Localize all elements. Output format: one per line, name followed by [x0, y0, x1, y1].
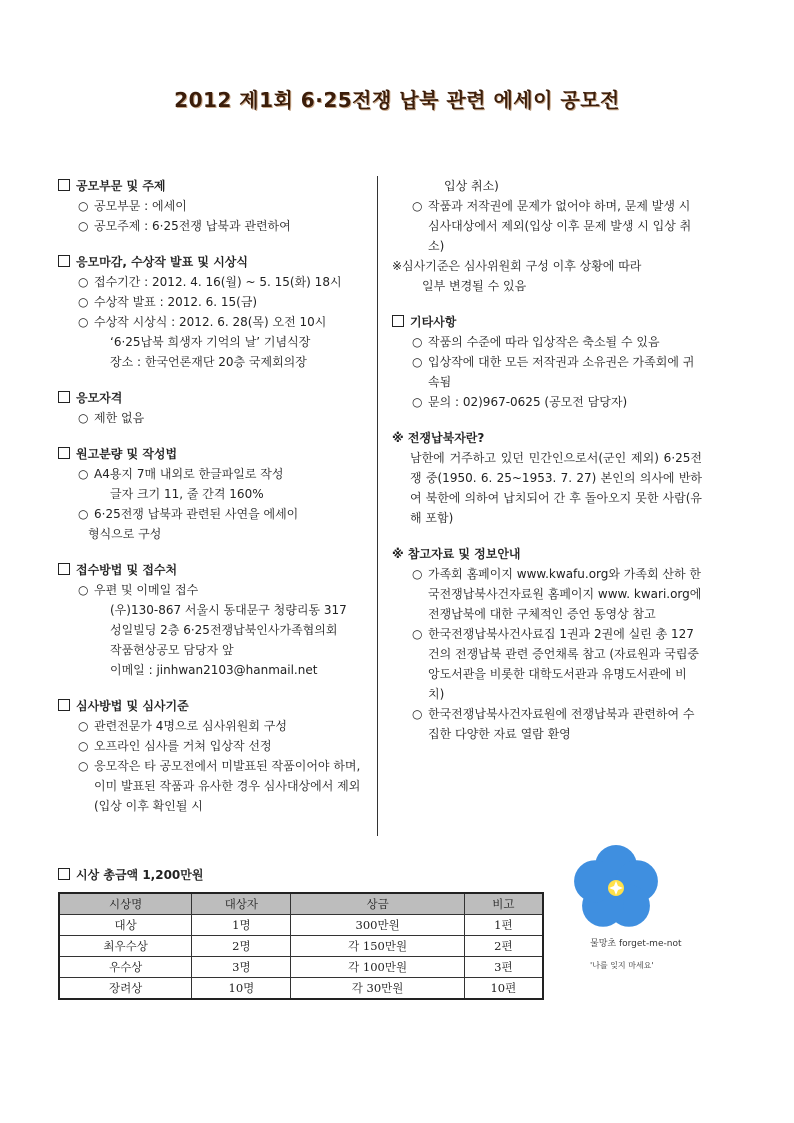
prize-col-header: 시상명	[59, 893, 192, 915]
list-item-text: 문의 : 02)967-0625 (공모전 담당자)	[428, 395, 628, 409]
table-cell: 장려상	[59, 978, 192, 1000]
checkbox-icon	[392, 315, 404, 327]
prize-col-header: 상금	[291, 893, 464, 915]
checkbox-icon	[58, 179, 70, 191]
detail-line: (우)130-867 서울시 동대문구 청량리동 317	[110, 603, 347, 617]
list-item	[58, 464, 366, 484]
list-item-text: 접수기간 : 2012. 4. 16(월) ~ 5. 15(화) 18시	[94, 275, 342, 289]
section	[58, 560, 366, 680]
section-heading	[58, 560, 366, 580]
table-cell: 우수상	[59, 957, 192, 978]
section-heading	[392, 312, 702, 332]
list-item-text: 수상작 발표 : 2012. 6. 15(금)	[94, 295, 258, 309]
detail-line: ‘6·25납북 희생자 기억의 날’ 기념식장	[110, 335, 311, 349]
table-row	[59, 936, 543, 957]
paragraph: 남한에 거주하고 있던 민간인으로서(군인 제외) 6·25전쟁 중(1950. 6. 25~1953. 7. 27) 본인의 의사에 반하여 북한에 의하여 납치되어 간 후 돌아오지 못한 사람(유해 포함)	[410, 451, 702, 525]
detail-line: 형식으로 구성	[88, 527, 162, 541]
section-heading-text: 응모자격	[76, 391, 123, 405]
bullet-circle-icon: ○	[78, 295, 89, 309]
table-row	[59, 957, 543, 978]
table-cell: 최우수상	[59, 936, 192, 957]
page-title: 2012 제1회 6·25전쟁 납북 관련 에세이 공모전	[174, 88, 620, 112]
section-heading-text: 접수방법 및 접수처	[76, 563, 178, 577]
bullet-circle-icon: ○	[78, 719, 89, 733]
table-cell: 각 150만원	[291, 936, 464, 957]
table-cell: 1편	[464, 915, 543, 936]
list-item-text: 우편 및 이메일 접수	[94, 583, 199, 597]
list-item	[58, 736, 366, 756]
column-divider	[377, 176, 378, 836]
table-cell: 2편	[464, 936, 543, 957]
list-item	[392, 352, 702, 392]
list-item	[58, 716, 366, 736]
section	[58, 176, 366, 236]
prize-table	[58, 892, 544, 1000]
list-item-text: 한국전쟁납북사건자료원에 전쟁납북과 관련하여 수집한 다양한 자료 열람 환영	[428, 707, 695, 741]
table-cell: 10명	[192, 978, 291, 1000]
section-heading-text: 심사방법 및 심사기준	[76, 699, 189, 713]
section-heading-text: ※ 전쟁납북자란?	[392, 431, 485, 445]
bullet-circle-icon: ○	[412, 627, 423, 641]
section	[58, 388, 366, 428]
list-item	[58, 216, 366, 236]
section-heading	[58, 176, 366, 196]
bullet-circle-icon: ○	[78, 583, 89, 597]
bullet-circle-icon: ○	[412, 707, 423, 721]
bullet-circle-icon: ○	[78, 759, 89, 773]
detail-line: 이메일 : jinhwan2103@hanmail.net	[110, 663, 318, 677]
list-item	[58, 272, 366, 292]
list-item	[392, 196, 702, 256]
table-cell: 2명	[192, 936, 291, 957]
list-item	[392, 624, 702, 704]
list-item	[58, 504, 366, 524]
table-row	[59, 915, 543, 936]
list-item-text: 6·25전쟁 납북과 관련된 사연을 에세이	[94, 507, 299, 521]
bullet-circle-icon: ○	[78, 315, 89, 329]
table-cell: 대상	[59, 915, 192, 936]
list-item	[392, 704, 702, 744]
list-item-text: A4용지 7매 내외로 한글파일로 작성	[94, 467, 284, 481]
bullet-circle-icon: ○	[412, 395, 423, 409]
prize-heading-text: 시상 총금액 1,200만원	[76, 868, 204, 882]
bullet-circle-icon: ○	[78, 507, 89, 521]
left-column	[58, 176, 366, 832]
detail-line: 글자 크기 11, 줄 간격 160%	[110, 487, 264, 501]
section-heading-text: ※ 참고자료 및 정보안내	[392, 547, 521, 561]
section-heading	[58, 388, 366, 408]
list-item-text: 한국전쟁납북사건사료집 1권과 2권에 실린 총 127건의 전쟁납북 관련 증언채록 참고 (자료원과 국립중앙도서관을 비롯한 대학도서관과 유명도서관에 비치)	[428, 627, 700, 701]
detail-line: ※심사기준은 심사위원회 구성 이후 상황에 따라	[392, 259, 642, 273]
table-cell: 3편	[464, 957, 543, 978]
list-item-text: 관련전문가 4명으로 심사위원회 구성	[94, 719, 287, 733]
section	[58, 444, 366, 544]
bullet-circle-icon: ○	[78, 199, 89, 213]
detail-line: 입상 취소)	[444, 179, 499, 193]
detail-line: 작품현상공모 담당자 앞	[110, 643, 234, 657]
checkbox-icon	[58, 563, 70, 575]
checkbox-icon	[58, 868, 70, 880]
table-cell: 1명	[192, 915, 291, 936]
section-heading	[392, 428, 702, 448]
prize-col-header: 대상자	[192, 893, 291, 915]
list-item-text: 공모부문 : 에세이	[94, 199, 187, 213]
list-item-text: 응모작은 타 공모전에서 미발표된 작품이어야 하며, 이미 발표된 작품과 유사한 경우 심사대상에서 제외(입상 이후 확인될 시	[94, 759, 361, 813]
section	[392, 312, 702, 412]
prize-col-header: 비고	[464, 893, 543, 915]
bullet-circle-icon: ○	[412, 335, 423, 349]
table-cell: 각 30만원	[291, 978, 464, 1000]
flower-petal	[574, 860, 616, 902]
list-item	[58, 580, 366, 600]
table-row	[59, 978, 543, 1000]
table-cell: 3명	[192, 957, 291, 978]
detail-line: 성일빌딩 2층 6·25전쟁납북인사가족협의회	[110, 623, 338, 637]
section-heading	[392, 544, 702, 564]
prize-table-header-row	[59, 893, 543, 915]
list-item	[392, 564, 702, 624]
flower-subcaption: '나를 잊지 마세요'	[590, 961, 654, 970]
checkbox-icon	[58, 255, 70, 267]
flower-caption: 물망초 forget-me-not	[590, 939, 682, 949]
table-cell: 300만원	[291, 915, 464, 936]
section-heading-text: 기타사항	[410, 315, 457, 329]
detail-line: 일부 변경될 수 있음	[422, 279, 527, 293]
section	[392, 544, 702, 744]
list-item	[58, 312, 366, 332]
list-item-text: 작품과 저작권에 문제가 없어야 하며, 문제 발생 시 심사대상에서 제외(입상 이후 문제 발생 시 입상 취소)	[428, 199, 692, 253]
list-item-text: 제한 없음	[94, 411, 145, 425]
list-item-text: 가족회 홈페이지 www.kwafu.org와 가족회 산하 한국전쟁납북사건자료원 홈페이지 www. kwari.org에 전쟁납북에 대한 구체적인 증언 동영상 참고	[428, 567, 702, 621]
section-heading-text: 원고분량 및 작성법	[76, 447, 178, 461]
list-item	[392, 332, 702, 352]
list-item	[58, 756, 366, 816]
list-item-text: 작품의 수준에 따라 입상작은 축소될 수 있음	[428, 335, 660, 349]
list-item-text: 수상작 시상식 : 2012. 6. 28(목) 오전 10시	[94, 315, 327, 329]
section-heading-text: 공모부문 및 주제	[76, 179, 166, 193]
bullet-circle-icon: ○	[78, 467, 89, 481]
table-cell: 10편	[464, 978, 543, 1000]
forget-me-not-flower-image	[566, 843, 666, 933]
table-cell: 각 100만원	[291, 957, 464, 978]
section-heading	[58, 252, 366, 272]
bullet-circle-icon: ○	[412, 355, 423, 369]
section	[392, 176, 702, 296]
right-column	[392, 176, 702, 760]
bullet-circle-icon: ○	[412, 567, 423, 581]
detail-line: 장소 : 한국언론재단 20층 국제회의장	[110, 355, 307, 369]
checkbox-icon	[58, 391, 70, 403]
section	[58, 696, 366, 816]
checkbox-icon	[58, 447, 70, 459]
bullet-circle-icon: ○	[78, 219, 89, 233]
list-item	[392, 392, 702, 412]
section-heading	[58, 444, 366, 464]
list-item-text: 오프라인 심사를 거쳐 입상작 선정	[94, 739, 272, 753]
list-item-text: 공모주제 : 6·25전쟁 납북과 관련하여	[94, 219, 291, 233]
list-item-text: 입상작에 대한 모든 저작권과 소유권은 가족회에 귀속됨	[428, 355, 695, 389]
list-item	[58, 292, 366, 312]
bullet-circle-icon: ○	[78, 411, 89, 425]
checkbox-icon	[58, 699, 70, 711]
prize-heading	[58, 866, 203, 883]
section-heading-text: 응모마감, 수상작 발표 및 시상식	[76, 255, 248, 269]
list-item	[58, 196, 366, 216]
bullet-circle-icon: ○	[78, 739, 89, 753]
bullet-circle-icon: ○	[412, 199, 423, 213]
section	[392, 428, 702, 528]
list-item	[58, 408, 366, 428]
section	[58, 252, 366, 372]
bullet-circle-icon: ○	[78, 275, 89, 289]
section-heading	[58, 696, 366, 716]
